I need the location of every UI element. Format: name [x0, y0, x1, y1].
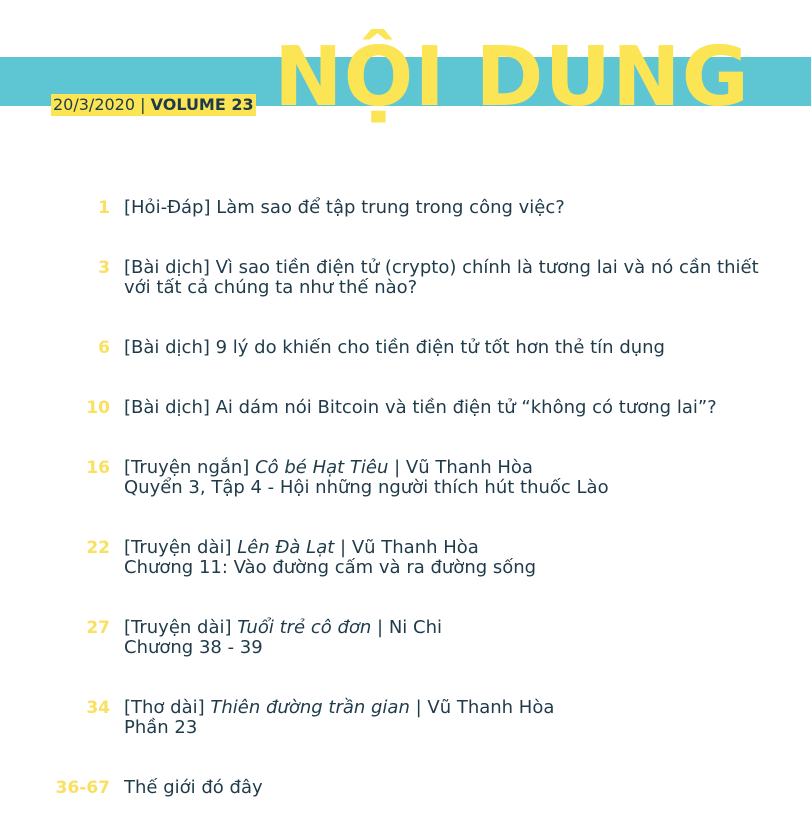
toc-entry-tag: [Hỏi-Đáp] Làm sao để tập trung trong công việc? [124, 197, 565, 218]
toc-entry-title: Thiên đường trần gian [210, 697, 410, 718]
toc-entry-text [124, 778, 784, 798]
toc-entry-text [124, 198, 784, 218]
issue-volume: VOLUME 23 [150, 95, 254, 114]
toc-page-number: 22 [86, 538, 110, 558]
toc-entry-tag: [Bài dịch] Vì sao tiền điện tử (crypto) chính là tương lai và nó cần thiết với tất cả chúng ta như thế nào? [124, 257, 759, 298]
toc-entry-subline: Quyển 3, Tập 4 - Hội những người thích hút thuốc Lào [124, 477, 609, 498]
toc-entry-subline: Chương 11: Vào đường cấm và ra đường sống [124, 557, 537, 578]
toc-page-number: 10 [86, 398, 110, 418]
toc-entry-tag: [Truyện dài] [124, 617, 238, 638]
toc-page-number: 6 [98, 338, 110, 358]
toc-entry-text [124, 538, 784, 578]
toc-entry-tag: Thế giới đó đây [124, 777, 263, 798]
toc-page-number: 3 [98, 258, 110, 278]
toc-entry-text [124, 398, 784, 418]
page-title: NỘI DUNG [274, 30, 750, 125]
issue-date: 20/3/2020 [53, 95, 136, 114]
toc-entry-tag: [Thơ dài] [124, 697, 211, 718]
toc-page-number: 27 [86, 618, 110, 638]
toc-entry-tag: [Truyện ngắn] [124, 457, 256, 478]
toc-entry-author: | Vũ Thanh Hòa [334, 537, 479, 558]
toc-entry-subline: Chương 38 - 39 [124, 637, 263, 658]
toc-entry-author: | Vũ Thanh Hòa [388, 457, 533, 478]
toc-entry-subline: Phần 23 [124, 717, 198, 738]
toc-entry-text [124, 458, 784, 498]
toc-entry-text [124, 258, 784, 298]
toc-entry-author: | Vũ Thanh Hòa [409, 697, 555, 718]
toc-page-number: 16 [86, 458, 110, 478]
dateline-separator: | [135, 95, 151, 114]
toc-page-number: 36-67 [55, 778, 110, 798]
toc-entry-tag: [Bài dịch] 9 lý do khiến cho tiền điện tử tốt hơn thẻ tín dụng [124, 337, 665, 358]
toc-entry-tag: [Truyện dài] [124, 537, 238, 558]
toc-entry-author: | Ni Chi [371, 617, 442, 638]
toc-entry-title: Lên Đà Lạt [237, 537, 335, 558]
toc-page-number: 1 [98, 198, 110, 218]
toc-entry-text [124, 698, 784, 738]
toc-page-number: 34 [86, 698, 110, 718]
toc-entry-title: Cô bé Hạt Tiêu [255, 457, 389, 478]
toc-entry-tag: [Bài dịch] Ai dám nói Bitcoin và tiền điện tử “không có tương lai”? [124, 397, 717, 418]
toc-entry-text [124, 618, 784, 658]
toc-entry-title: Tuổi trẻ cô đơn [237, 617, 372, 638]
toc-entry-text [124, 338, 784, 358]
